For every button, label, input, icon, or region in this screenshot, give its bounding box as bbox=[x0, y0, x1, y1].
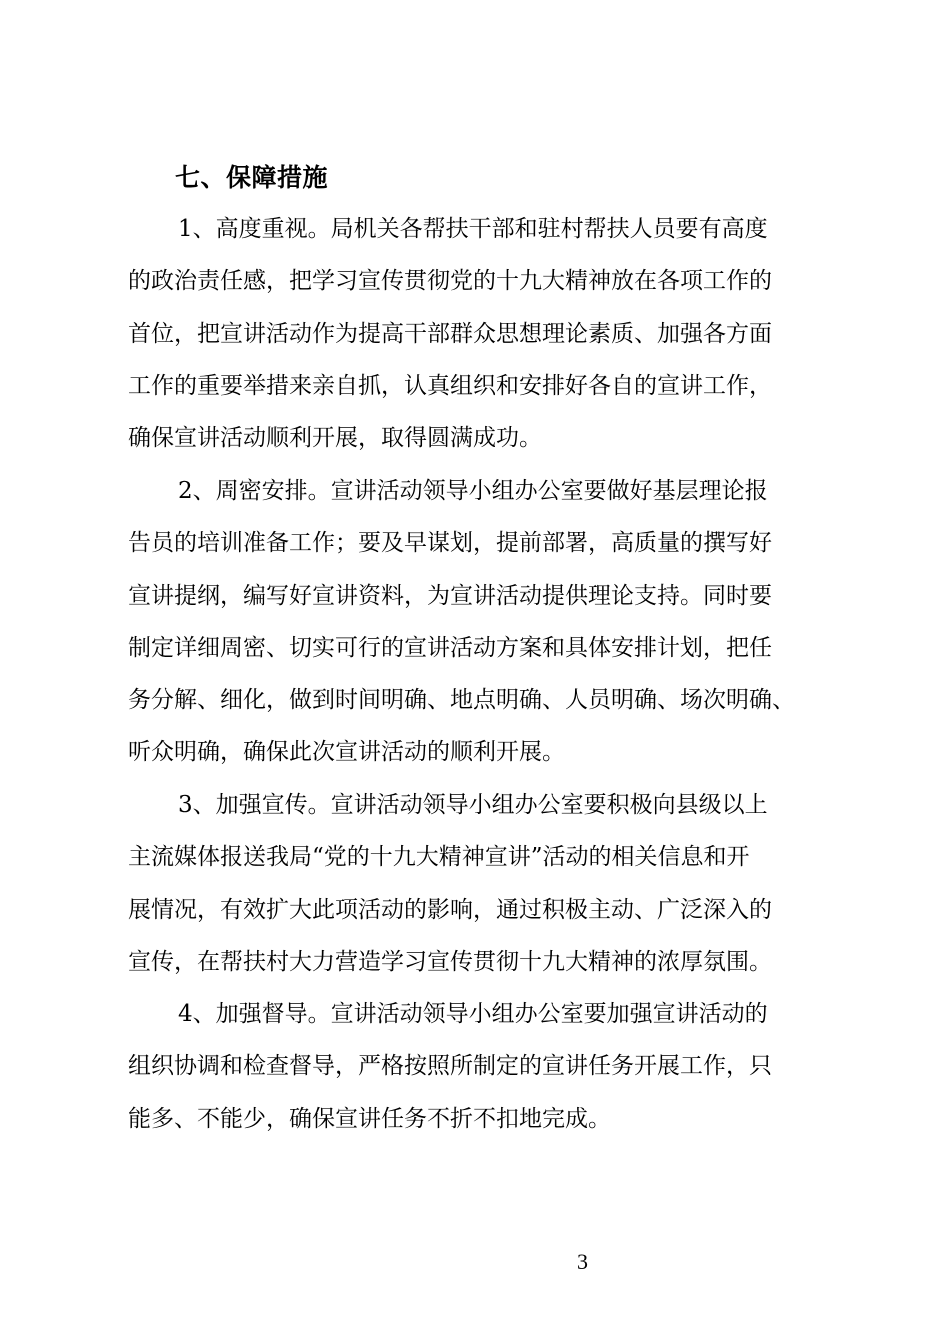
paragraph-line: 主流媒体报送我局“党的十九大精神宣讲”活动的相关信息和开 bbox=[128, 844, 750, 871]
paragraph-line: 能多、不能少，确保宣讲任务不折不扣地完成。 bbox=[128, 1105, 611, 1132]
paragraph-line: 确保宣讲活动顺利开展，取得圆满成功。 bbox=[128, 425, 542, 452]
paragraph-line: 2、周密安排。宣讲活动领导小组办公室要做好基层理论报 bbox=[178, 478, 768, 504]
paragraph-line: 3、加强宣传。宣讲活动领导小组办公室要积极向县级以上 bbox=[178, 792, 768, 818]
page-number: 3 bbox=[577, 1249, 588, 1274]
paragraph-3 bbox=[128, 779, 848, 988]
paragraph-1 bbox=[128, 203, 848, 464]
paragraph-line: 的政治责任感，把学习宣传贯彻党的十九大精神放在各项工作的 bbox=[128, 268, 772, 295]
paragraph-line: 务分解、细化，做到时间明确、地点明确、人员明确、场次明确、 bbox=[128, 687, 795, 714]
paragraph-4 bbox=[128, 988, 848, 1145]
paragraph-line: 1、高度重视。局机关各帮扶干部和驻村帮扶人员要有高度 bbox=[178, 216, 768, 242]
paragraph-line: 告员的培训准备工作；要及早谋划，提前部署，高质量的撰写好 bbox=[128, 530, 772, 557]
paragraph-line: 宣传，在帮扶村大力营造学习宣传贯彻十九大精神的浓厚氛围。 bbox=[128, 948, 772, 975]
paragraph-2 bbox=[128, 465, 848, 779]
paragraph-line: 组织协调和检查督导，严格按照所制定的宣讲任务开展工作，只 bbox=[128, 1053, 772, 1080]
paragraph-line: 工作的重要举措来亲自抓，认真组织和安排好各自的宣讲工作， bbox=[128, 372, 772, 399]
paragraph-line: 4、加强督导。宣讲活动领导小组办公室要加强宣讲活动的 bbox=[178, 1001, 768, 1027]
paragraph-line: 听众明确，确保此次宣讲活动的顺利开展。 bbox=[128, 739, 565, 766]
paragraph-line: 制定详细周密、切实可行的宣讲活动方案和具体安排计划，把任 bbox=[128, 634, 772, 661]
paragraph-line: 宣讲提纲，编写好宣讲资料，为宣讲活动提供理论支持。同时要 bbox=[128, 582, 772, 609]
paragraph-line: 首位，把宣讲活动作为提高干部群众思想理论素质、加强各方面 bbox=[128, 320, 772, 347]
paragraph-line: 展情况，有效扩大此项活动的影响，通过积极主动、广泛深入的 bbox=[128, 896, 772, 923]
section-heading: 七、保障措施 bbox=[175, 163, 329, 192]
